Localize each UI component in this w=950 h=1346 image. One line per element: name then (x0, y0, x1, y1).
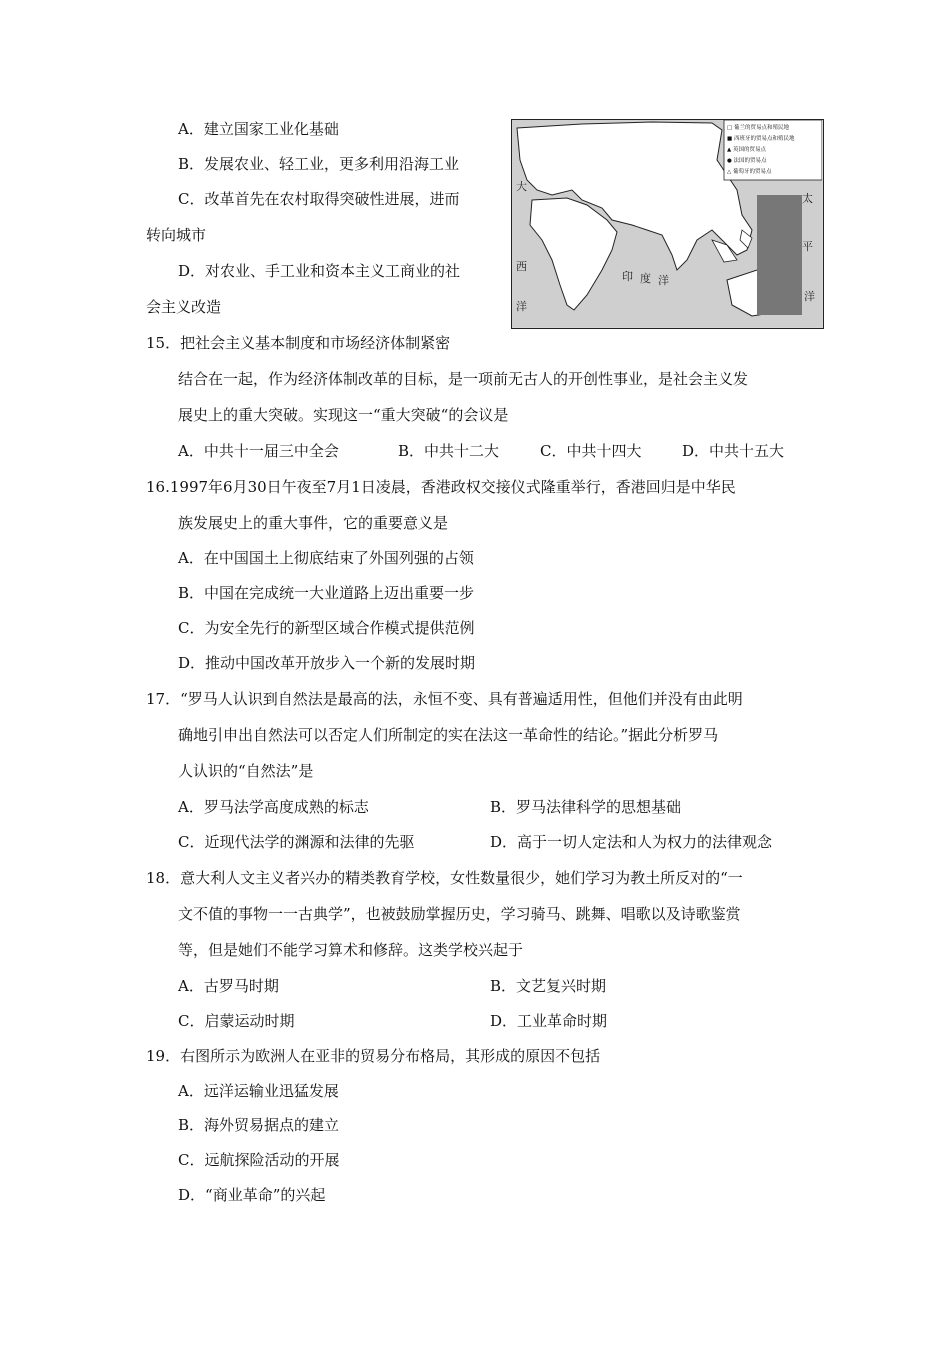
q15-stem-2: 结合在一起，作为经济体制改革的目标，是一项前无古人的开创性事业，是社会主义发 (178, 370, 749, 388)
q17-stem-3: 人认识的“自然法”是 (178, 762, 314, 780)
map-label-du: 度 (640, 272, 651, 285)
map-label-yang-pacific: 洋 (804, 290, 815, 303)
legend-item-spain: ■ 西班牙的贸易点和殖民地 (727, 136, 795, 142)
legend-item-portugal: △ 葡萄牙的贸易点 (727, 169, 772, 175)
map-label-ping: 平 (802, 240, 813, 253)
q15-option-d: D．中共十五大 (682, 442, 785, 460)
q14-option-b: B．发展农业、轻工业，更多利用沿海工业 (178, 155, 460, 173)
q17-option-c: C．近现代法学的渊源和法律的先驱 (178, 833, 415, 851)
q15-stem-3: 展史上的重大突破。实现这一“重大突破“的会议是 (178, 406, 509, 424)
legend-item-britain: ▲ 英国的贸易点 (727, 147, 766, 153)
legend-item-dutch: □ 葡兰的贸易点和殖民地 (727, 125, 789, 131)
q16-stem-1: 16.1997年6月30日午夜至7月1日凌晨，香港政权交接仪式隆重举行，香港回归是中华民 (146, 478, 736, 496)
q16-option-c: C．为安全先行的新型区域合作模式提供范例 (178, 619, 475, 637)
q14-option-c-cont: 转向城市 (146, 226, 207, 244)
legend-item-france: ● 法国的贸易点 (727, 158, 767, 164)
q16-option-d: D．推动中国改革开放步入一个新的发展时期 (178, 654, 476, 672)
q15-stem-1: 15．把社会主义基本制度和市场经济体制紧密 (146, 334, 451, 352)
q18-option-a: A．古罗马时期 (178, 977, 279, 995)
q16-option-a: A．在中国国土上彻底结束了外国列强的占领 (178, 549, 474, 567)
q17-stem-1: 17．“罗马人认识到自然法是最高的法，永恒不变、具有普遍适用性，但他们并没有由此明 (146, 690, 743, 708)
q14-option-d: D．对农业、手工业和资本主义工商业的社 (178, 262, 461, 280)
q14-option-a: A．建立国家工业化基础 (178, 120, 339, 138)
q18-stem-3: 等，但是她们不能学习算术和修辞。这类学校兴起于 (178, 941, 524, 959)
q14-option-d-cont: 会主义改造 (146, 298, 222, 316)
q17-option-b: B．罗马法律科学的思想基础 (490, 798, 682, 816)
q18-stem-2: 文不值的事物一一古典学”，也被鼓励掌握历史，学习骑马、跳舞、唱歌以及诗歌鉴赏 (178, 905, 741, 923)
q16-stem-2: 族发展史上的重大事件，它的重要意义是 (178, 514, 449, 532)
map-label-yang-indian: 洋 (658, 274, 669, 287)
world-map-svg (512, 120, 822, 327)
map-label-tai: 太 (802, 192, 813, 205)
q15-option-b: B．中共十二大 (398, 442, 500, 460)
q16-option-b: B．中国在完成统一大业道路上迈出重要一步 (178, 584, 475, 602)
q19-option-c: C．远航探险活动的开展 (178, 1151, 340, 1169)
trade-map-figure (511, 119, 824, 329)
q17-stem-2: 确地引申出自然法可以否定人们所制定的实在法这一革命性的结论。”据此分析罗马 (178, 726, 719, 744)
map-label-yin: 印 (622, 270, 633, 283)
q18-stem-1: 18．意大利人文主义者兴办的精类教育学校，女性数量很少，她们学习为教土所反对的“一 (146, 869, 743, 887)
q18-option-b: B．文艺复兴时期 (490, 977, 607, 995)
q14-option-c: C．改革首先在农村取得突破性进展，进而 (178, 190, 460, 208)
q19-stem-1: 19．右图所示为欧洲人在亚非的贸易分布格局，其形成的原因不包括 (146, 1047, 601, 1065)
q15-option-a: A．中共十一届三中全会 (178, 442, 339, 460)
q19-option-b: B．海外贸易据点的建立 (178, 1116, 340, 1134)
q15-option-c: C．中共十四大 (540, 442, 642, 460)
map-label-yang-atlantic: 洋 (516, 300, 527, 313)
q19-option-d: D．“商业革命”的兴起 (178, 1186, 326, 1204)
map-label-da: 大 (516, 180, 527, 193)
q18-option-c: C．启蒙运动时期 (178, 1012, 295, 1030)
q17-option-a: A．罗马法学高度成熟的标志 (178, 798, 369, 816)
q17-option-d: D．高于一切人定法和人为权力的法律观念 (490, 833, 773, 851)
q19-option-a: A．远洋运输业迅猛发展 (178, 1082, 339, 1100)
q18-option-d: D．工业革命时期 (490, 1012, 608, 1030)
map-label-xi: 西 (516, 260, 527, 273)
